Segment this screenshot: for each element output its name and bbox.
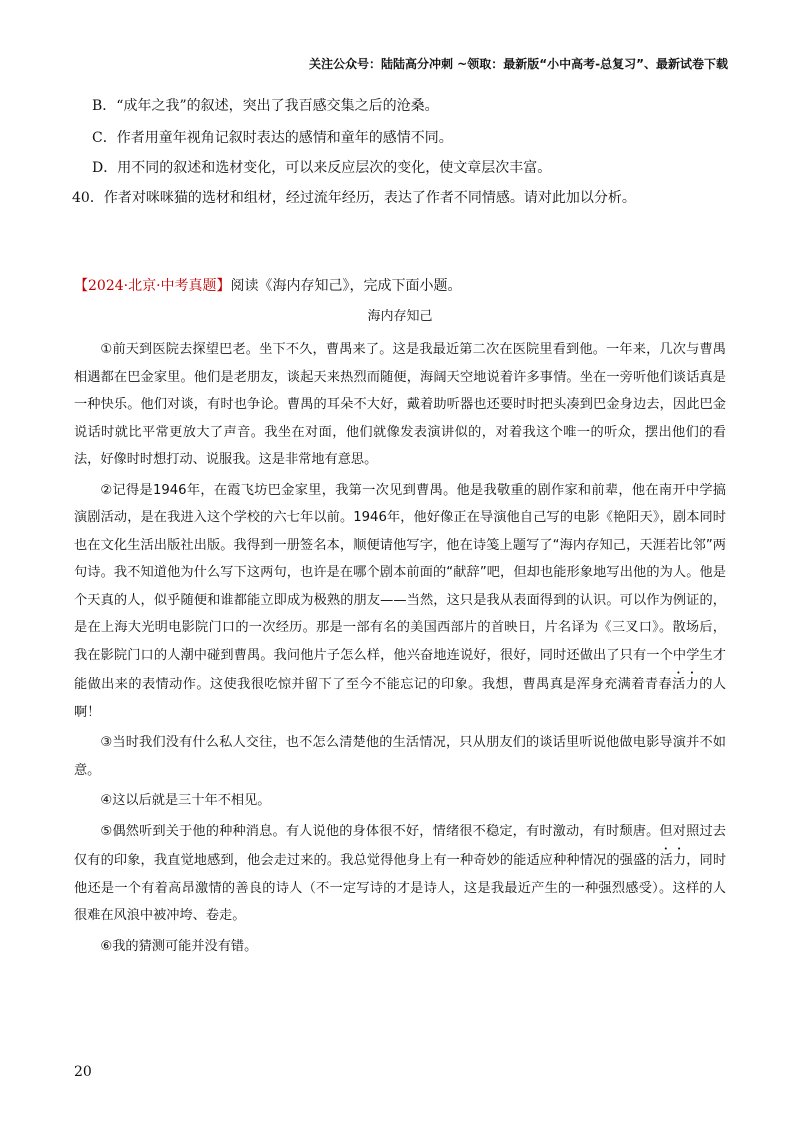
emphasized-word: 活力 [659,853,687,868]
paragraph-2-text: ②记得是1946年，在霞飞坊巴金家里，我第一次见到曹禺。他是我敬重的剧作家和前辈，他在南开中学搞演剧活动，是在我进入这个学校的六七年以前。1946年，他好像正在导演他自己写的电影《艳阳天》，剧本同时也在文化生活出版社出版。我得到一册签名本，顺便请他写字，他在诗笺上题写了“海内存知己，天涯若比邻”两句诗。我不知道他为什么写下这两句，也许是在哪个剧本前面的“献辞”吧，但却也能形象地写出他的为人。他是个天真的人，似乎随便和谁都能立即成为极熟的朋友——当然，这只是我从表面得到的认识。可以作为例证的，是在上海大光明电影院门口的一次经历。那是一部有名的美国西部片的首映日，片名译为《三叉口》。散场后，我在影院门口的人潮中碰到曹禺。我问他片子怎么样，他兴奋地连说好，很好，同时还做出了只有一个中学生才能做出来的表情动作。这使我很吃惊并留下了至今不能忘记的印象。我想，曹禺真是浑身充满着青春 [74,482,726,692]
question-40-text: 作者对咪咪猫的选材和组材，经过流年经历，表达了作者不同情感。请对此加以分析。 [103,190,636,206]
section-instruction: 阅读《海内存知己》，完成下面小题。 [230,278,462,294]
question-40 [72,188,636,208]
paragraph-5 [74,818,726,930]
option-c [92,128,453,148]
option-b [92,96,439,116]
paragraph-2-end: 的人啊！ [74,677,727,720]
article-title: 海内存知己 [367,309,433,324]
paragraph-6: ⑥我的猜测可能并没有错。 [100,938,258,954]
option-c-label: C． [92,130,117,146]
exam-source-tag: 【2024·北京·中考真题】 [74,278,231,294]
article-body [74,336,726,963]
paragraph-4: ④这以后就是三十年不相见。 [100,793,271,808]
paragraph-5-end: ，同时他还是一个有着高昂激情的善良的诗人（不一定写诗的才是诗人，这是我最近产生的一种强烈感受）。这样的人很难在风浪中被冲垮、卷走。 [74,853,727,923]
question-40-number: 40． [72,190,104,206]
section-intro [74,276,462,296]
paragraph-5-text: ⑤偶然听到关于他的种种消息。有人说他的身体很不好，情绪很不稳定，有时激动，有时颓唐。但对照过去仅有的印象，我直觉地感到，他会走过来的。我总觉得他身上有一种奇妙的能适应种种情况的强盛的 [74,823,726,868]
paragraph-3: ③当时我们没有什么私人交往，也不怎么清楚他的生活情况，只从朋友们的谈话里听说他做电影导演并不如意。 [74,735,726,778]
option-b-label: B． [92,98,117,114]
paragraph-2 [74,477,726,727]
paragraph-1: ①前天到医院去探望巴老。坐下不久，曹禺来了。这是我最近第二次在医院里看到他。一年来，几次与曹禺相遇都在巴金家里。他们是老朋友，谈起天来热烈而随便，海阔天空地说着许多事情。坐在一旁听他们谈话真是一种快乐。他们对谈，有时也争论。曹禺的耳朵不大好，戴着助听器也还要时时把头凑到巴金身边去，因此巴金说话时就比平常更放大了声音。我坐在对面，他们就像发表演讲似的，对着我这个唯一的听众，摆出他们的看法，好像时时想打动、说服我。这是非常地有意思。 [74,342,726,467]
option-c-text: 作者用童年视角记叙时表达的感情和童年的感情不同。 [116,130,453,146]
emphasized-word: 活力 [672,677,700,692]
option-d-text: 用不同的叙述和选材变化，可以来反应层次的变化，使文章层次丰富。 [117,160,552,176]
option-b-text: “成年之我”的叙述，突出了我百感交集之后的沧桑。 [116,98,439,114]
option-d [92,158,551,178]
option-d-label: D． [92,160,118,176]
page-number: 20 [74,1064,92,1080]
page-header-banner: 关注公众号：陆陆高分冲刺 ~领取：最新版“小中高考-总复习”、最新试卷下载 [309,57,728,71]
